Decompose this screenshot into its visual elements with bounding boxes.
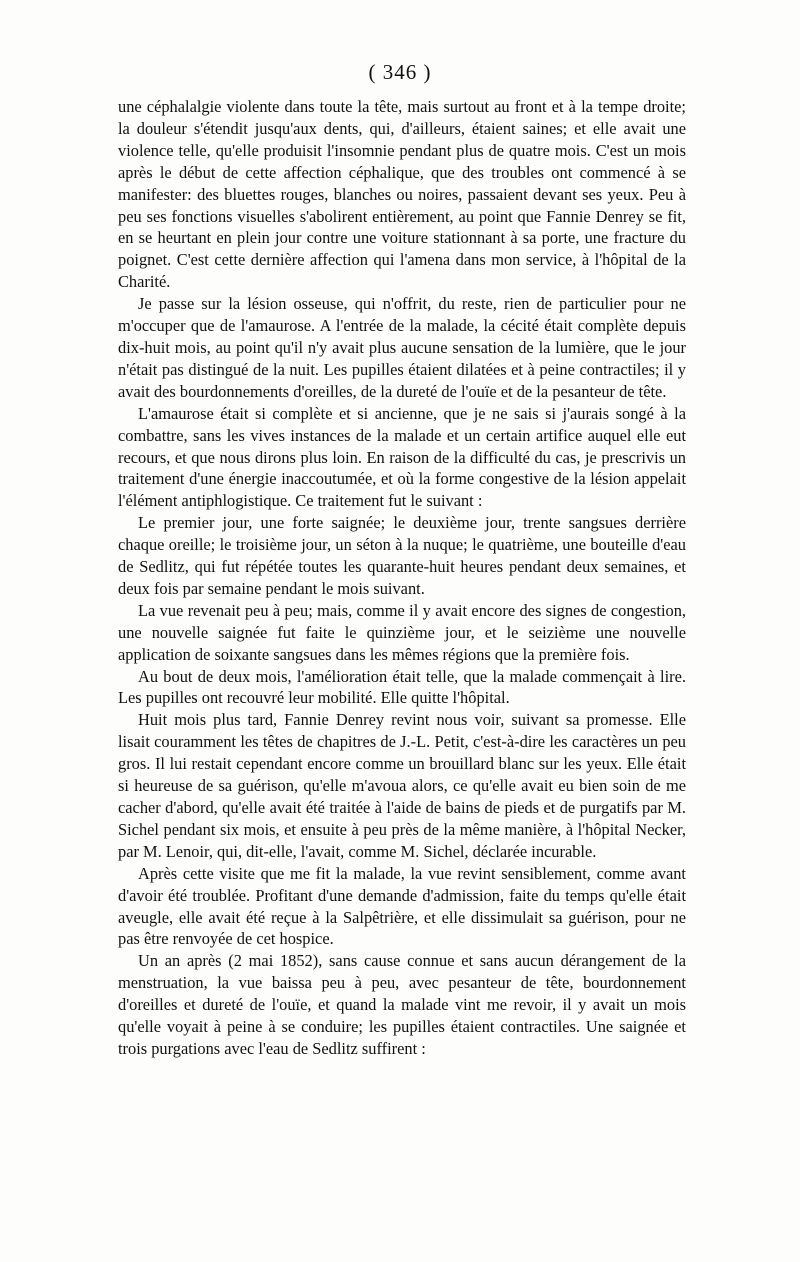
paragraph-7: Huit mois plus tard, Fannie Denrey revint nous voir, suivant sa promesse. Elle lisait couramment les têtes de chapitres de J.-L. Petit, c'est-à-dire les caractères un peu gros. Il lui restait cependant encore comme un brouillard blanc sur les yeux. Elle était si heureuse de sa guérison, qu'elle m'avoua alors, ce qu'elle avait eu bien soin de me cacher d'abord, qu'elle avait été traitée à l'aide de bains de pieds et de purgatifs par M. Sichel pendant six mois, et ensuite à peu près de la même manière, à l'hôpital Necker, par M. Lenoir, qui, dit-elle, l'avait, comme M. Sichel, déclarée incurable. xyxy=(118,710,686,861)
paragraph-5: La vue revenait peu à peu; mais, comme il y avait encore des signes de congestion, une nouvelle saignée fut faite le quinzième jour, et le seizième une nouvelle application de soixante sangsues dans les mêmes régions que la première fois. xyxy=(118,600,686,664)
paragraph-2: Je passe sur la lésion osseuse, qui n'offrit, du reste, rien de particulier pour ne m'occuper que de l'amaurose. A l'entrée de la malade, la cécité était complète depuis dix-huit mois, au point qu'il n'y avait plus aucune sensation de la lumière, que le jour n'était pas distingué de la nuit. Les pupilles étaient dilatées et à peine contractiles; il y avait des bourdonnements d'oreilles, de la dureté de l'ouïe et de la pesanteur de tête. xyxy=(118,294,686,401)
body-text xyxy=(118,96,686,1060)
paragraph-8: Après cette visite que me fit la malade, la vue revint sensiblement, comme avant d'avoir été troublée. Profitant d'une demande d'admission, faite du temps qu'elle était aveugle, elle avait été reçue à la Salpêtrière, et elle dissimulait sa guérison, pour ne pas être renvoyée de cet hospice. xyxy=(118,863,686,949)
paragraph-4: Le premier jour, une forte saignée; le deuxième jour, trente sangsues derrière chaque oreille; le troisième jour, un séton à la nuque; le quatrième, une bouteille d'eau de Sedlitz, qui fut répétée toutes les quarante-huit heures pendant deux semaines, et deux fois par semaine pendant le mois suivant. xyxy=(118,513,686,598)
paragraph-1: une céphalalgie violente dans toute la tête, mais surtout au front et à la tempe droite; la douleur s'étendit jusqu'aux dents, qui, d'ailleurs, étaient saines; et elle avait une violence telle, qu'elle produisit l'insomnie pendant plus de quatre mois. C'est un mois après le début de cette affection céphalique, que des troubles ont commencé à se manifester: des bluettes rouges, blanches ou noires, passaient devant ses yeux. Peu à peu ses fonctions visuelles s'abolirent entièrement, au point que Fannie Denrey se fit, en se heurtant en plein jour contre une voiture stationnant à sa porte, une fracture du poignet. C'est cette dernière affection qui l'amena dans mon service, à l'hôpital de la Charité. xyxy=(118,97,686,292)
paragraph-3: L'amaurose était si complète et si ancienne, que je ne sais si j'aurais songé à la combattre, sans les vives instances de la malade et un certain artifice auquel elle eut recours, et que nous dirons plus loin. En raison de la difficulté du cas, je prescrivis un traitement d'une énergie inaccoutumée, et où la forme congestive de la lésion appelait l'élément antiphlogistique. Ce traitement fut le suivant : xyxy=(118,403,686,511)
paragraph-6: Au bout de deux mois, l'amélioration était telle, que la malade commençait à lire. Les pupilles ont recouvré leur mobilité. Elle quitte l'hôpital. xyxy=(118,666,686,708)
paragraph-9: Un an après (2 mai 1852), sans cause connue et sans aucun dérangement de la menstruation, la vue baissa peu à peu, avec pesanteur de tête, bourdonnement d'oreilles et dureté de l'ouïe, et quand la malade vint me revoir, il y avait un mois qu'elle voyait à peine à se conduire; les pupilles étaient contractiles. Une saignée et trois purgations avec l'eau de Sedlitz suffirent : xyxy=(118,951,686,1058)
page-number: ( 346 ) xyxy=(368,60,432,84)
